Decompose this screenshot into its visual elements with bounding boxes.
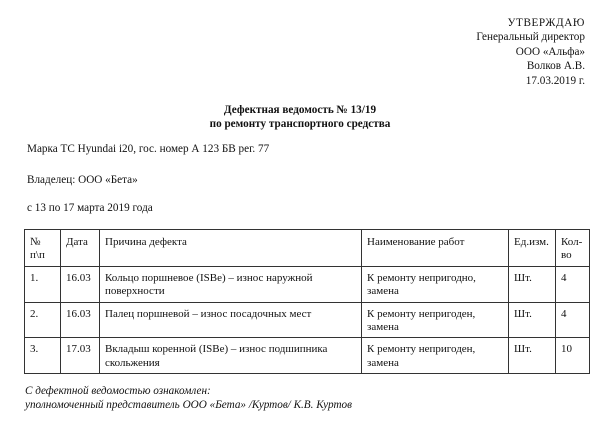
row-unit: Шт. xyxy=(509,302,556,338)
table-row xyxy=(25,338,590,374)
table-row xyxy=(25,266,590,302)
table-row xyxy=(25,302,590,338)
approval-position: Генеральный директор xyxy=(476,31,585,44)
row-number: 2. xyxy=(25,302,61,338)
acknowledgement xyxy=(25,384,352,412)
row-number: 3. xyxy=(25,338,61,374)
row-unit: Шт. xyxy=(509,266,556,302)
approval-heading: УТВЕРЖДАЮ xyxy=(507,17,585,29)
title-line-2: по ремонту транспортного средства xyxy=(209,117,391,130)
period-info: с 13 по 17 марта 2019 года xyxy=(27,202,153,214)
title-line-1: Дефектная ведомость № 13/19 xyxy=(223,104,377,116)
acknowledgement-line-2: уполномоченный представитель ООО «Бета» /Куртов/ К.В. Куртов xyxy=(25,399,352,411)
row-work: К ремонту непригоден, замена xyxy=(362,302,509,338)
acknowledgement-line-1: С дефектной ведомостью ознакомлен: xyxy=(25,385,211,397)
document-title xyxy=(0,104,600,131)
row-reason: Вкладыш коренной (ISBe) – износ подшипника скольжения xyxy=(100,338,362,374)
row-date: 16.03 xyxy=(61,266,100,302)
vehicle-info: Марка ТС Hyundai i20, гос. номер А 123 БВ рег. 77 xyxy=(27,143,270,155)
row-reason: Кольцо поршневое (ISBe) – износ наружной поверхности xyxy=(100,266,362,302)
header-quantity: Кол-во xyxy=(556,230,590,267)
row-date: 17.03 xyxy=(61,338,100,374)
defects-table xyxy=(24,229,590,374)
row-quantity: 10 xyxy=(556,338,590,374)
row-work: К ремонту непригоден, замена xyxy=(362,338,509,374)
row-unit: Шт. xyxy=(509,338,556,374)
header-date: Дата xyxy=(61,230,100,267)
header-number xyxy=(25,230,61,267)
header-number-line-1: № xyxy=(30,236,41,248)
row-reason: Палец поршневой – износ посадочных мест xyxy=(100,302,362,338)
header-unit: Ед.изм. xyxy=(509,230,556,267)
table-header-row xyxy=(25,230,590,267)
approval-company: ООО «Альфа» xyxy=(515,45,585,58)
row-date: 16.03 xyxy=(61,302,100,338)
row-quantity: 4 xyxy=(556,302,590,338)
approval-date: 17.03.2019 г. xyxy=(525,74,585,87)
row-number: 1. xyxy=(25,266,61,302)
approval-name: Волков А.В. xyxy=(526,60,585,73)
owner-info: Владелец: ООО «Бета» xyxy=(27,174,138,186)
row-work: К ремонту непригодно, замена xyxy=(362,266,509,302)
header-number-line-2: п\п xyxy=(30,249,45,262)
header-work: Наименование работ xyxy=(362,230,509,267)
header-reason: Причина дефекта xyxy=(100,230,362,267)
row-quantity: 4 xyxy=(556,266,590,302)
approval-block xyxy=(476,16,585,88)
